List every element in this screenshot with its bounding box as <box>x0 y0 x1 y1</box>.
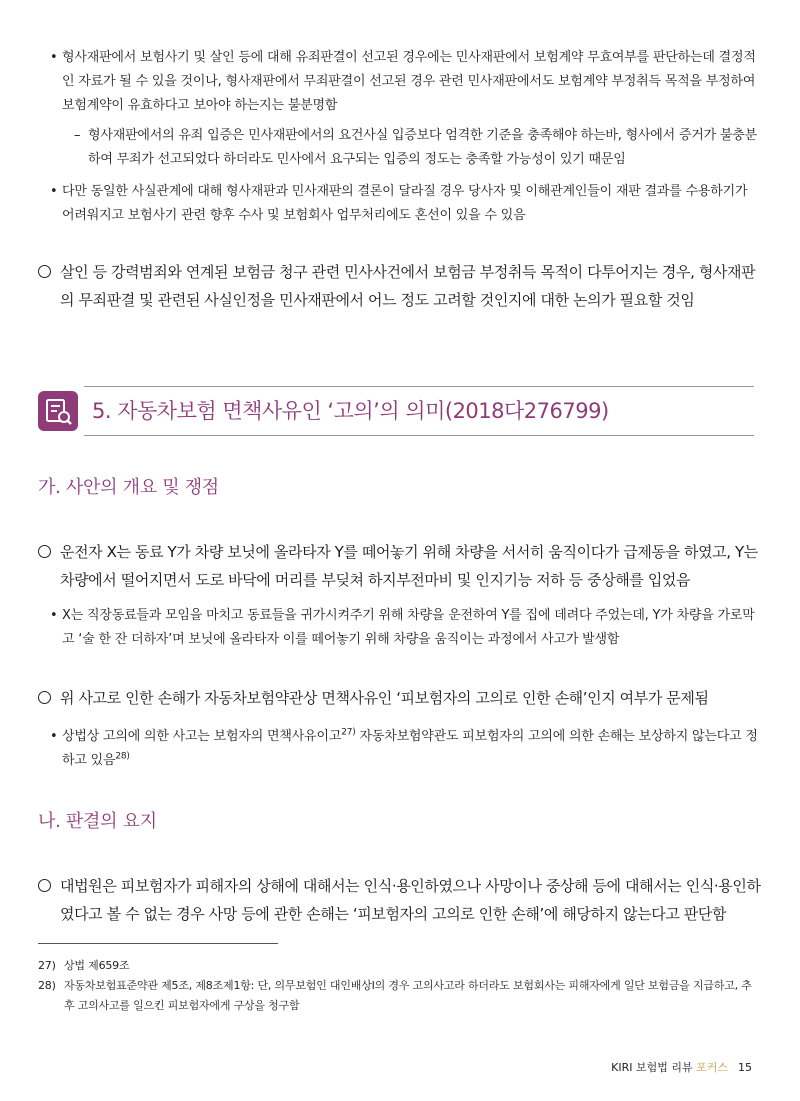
bullet-item <box>50 604 762 652</box>
footnote-number: 28) <box>38 979 56 992</box>
footnote-text: 상법 제659조 <box>64 959 130 972</box>
footnote-divider <box>38 943 278 944</box>
bullet-marker: • <box>50 608 58 623</box>
point-text: 위 사고로 인한 손해가 자동차보험약관상 면책사유인 ‘피보험자의 고의로 인한 손해’인지 여부가 문제됨 <box>60 689 709 707</box>
bullet-text: 형사재판에서 보험사기 및 살인 등에 대해 유죄판결이 선고된 경우에는 민사재판에서 보험계약 무효여부를 판단하는데 결정적인 자료가 될 수 있을 것이나, 형사재판에서 무죄판결이 선고된 경우 관련 민사재판에서도 보험계약 부정취득 목적을 부정하여 보험계약이 유효하다고 보아야 하는지는 불분명함 <box>62 50 756 113</box>
bullet-item <box>50 725 762 773</box>
point-item <box>38 538 762 594</box>
page-number: 15 <box>738 1061 752 1074</box>
bullet-item <box>50 180 762 228</box>
section-divider-top <box>84 386 754 387</box>
footnote-ref[interactable]: 27) <box>341 727 356 738</box>
circle-bullet-icon <box>38 691 51 704</box>
bullet-text-b: 자동차보험약관도 피보험자의 고의에 의한 손해는 보상하지 않는다고 정하고 있음 <box>62 729 758 768</box>
point-text: 대법원은 피보험자가 피해자의 상해에 대해서는 인식·용인하였으나 사망이나 중상해 등에 대해서는 인식·용인하였다고 볼 수 없는 경우 사망 등에 관한 손해는 ‘피보험자의 고의로 인한 손해’에 해당하지 않는다고 판단함 <box>60 877 761 923</box>
footnote-text: 자동차보험표준약관 제5조, 제8조제1항: 단, 의무보험인 대인배상Ⅰ의 경우 고의사고라 하더라도 보험회사는 피해자에게 일단 보험금을 지급하고, 추후 고의사고를 일으킨 피보험자에게 구상을 청구함 <box>64 979 752 1012</box>
bullet-text: 다만 동일한 사실관계에 대해 형사재판과 민사재판의 결론이 달라질 경우 당사자 및 이해관계인들이 재판 결과를 수용하기가 어려워지고 보험사기 관련 향후 수사 및 보험회사 업무처리에도 혼선이 있을 수 있음 <box>62 184 748 223</box>
subheading-b: 나. 판결의 요지 <box>38 811 157 832</box>
point-item <box>38 872 762 928</box>
dash-text: 형사재판에서의 유죄 입증은 민사재판에서의 요건사실 입증보다 엄격한 기준을 충족해야 하는바, 형사에서 증거가 불충분하여 무죄가 선고되었다 하더라도 민사에서 요구되는 입증의 정도는 충족할 가능성이 있기 때문임 <box>88 128 758 167</box>
section-title: 5. 자동차보험 면책사유인 ‘고의’의 의미(2018다276799) <box>92 399 609 423</box>
bullet-item <box>50 46 762 118</box>
point-text: 운전자 X는 동료 Y가 차량 보닛에 올라타자 Y를 떼어놓기 위해 차량을 서서히 움직이다가 급제동을 하였고, Y는 차량에서 떨어지면서 도로 바닥에 머리를 부딪쳐 하지부전마비 및 인지기능 저하 등 중상해를 입었음 <box>60 543 758 589</box>
dash-marker: – <box>74 128 81 143</box>
footnote-number: 27) <box>38 959 56 972</box>
bullet-marker: • <box>50 50 58 65</box>
section-divider-bottom <box>84 435 754 436</box>
subheading-a: 가. 사안의 개요 및 쟁점 <box>38 477 219 498</box>
footnote-item <box>38 956 762 976</box>
page-footer <box>611 1059 752 1077</box>
bullet-marker: • <box>50 184 58 199</box>
bullet-text-a: 상법상 고의에 의한 사고는 보험자의 면책사유이고 <box>62 729 342 744</box>
circle-bullet-icon <box>38 879 51 892</box>
footnote-ref[interactable]: 28) <box>115 751 130 762</box>
point-item <box>38 684 762 712</box>
dash-item <box>74 124 762 172</box>
footnote-item <box>38 976 762 1016</box>
bullet-text: X는 직장동료들과 모임을 마치고 동료들을 귀가시켜주기 위해 차량을 운전하여 Y를 집에 데려다 주었는데, Y가 차량을 가로막고 ‘술 한 잔 더하자’며 보닛에 올라타자 이를 떼어놓기 위해 차량을 움직이는 과정에서 사고가 발생함 <box>62 608 755 647</box>
footer-publication: KIRI 보험법 리뷰 <box>611 1061 697 1074</box>
bullet-marker: • <box>50 729 58 744</box>
circle-bullet-icon <box>38 545 51 558</box>
point-text: 살인 등 강력범죄와 연계된 보험금 청구 관련 민사사건에서 보험금 부정취득 목적이 다투어지는 경우, 형사재판의 무죄판결 및 관련된 사실인정을 민사재판에서 어느 정도 고려할 것인지에 대한 논의가 필요할 것임 <box>60 263 756 309</box>
footer-section: 포커스 <box>696 1061 728 1074</box>
circle-bullet-icon <box>38 265 51 278</box>
point-item <box>38 258 762 314</box>
document-search-icon <box>38 391 78 431</box>
